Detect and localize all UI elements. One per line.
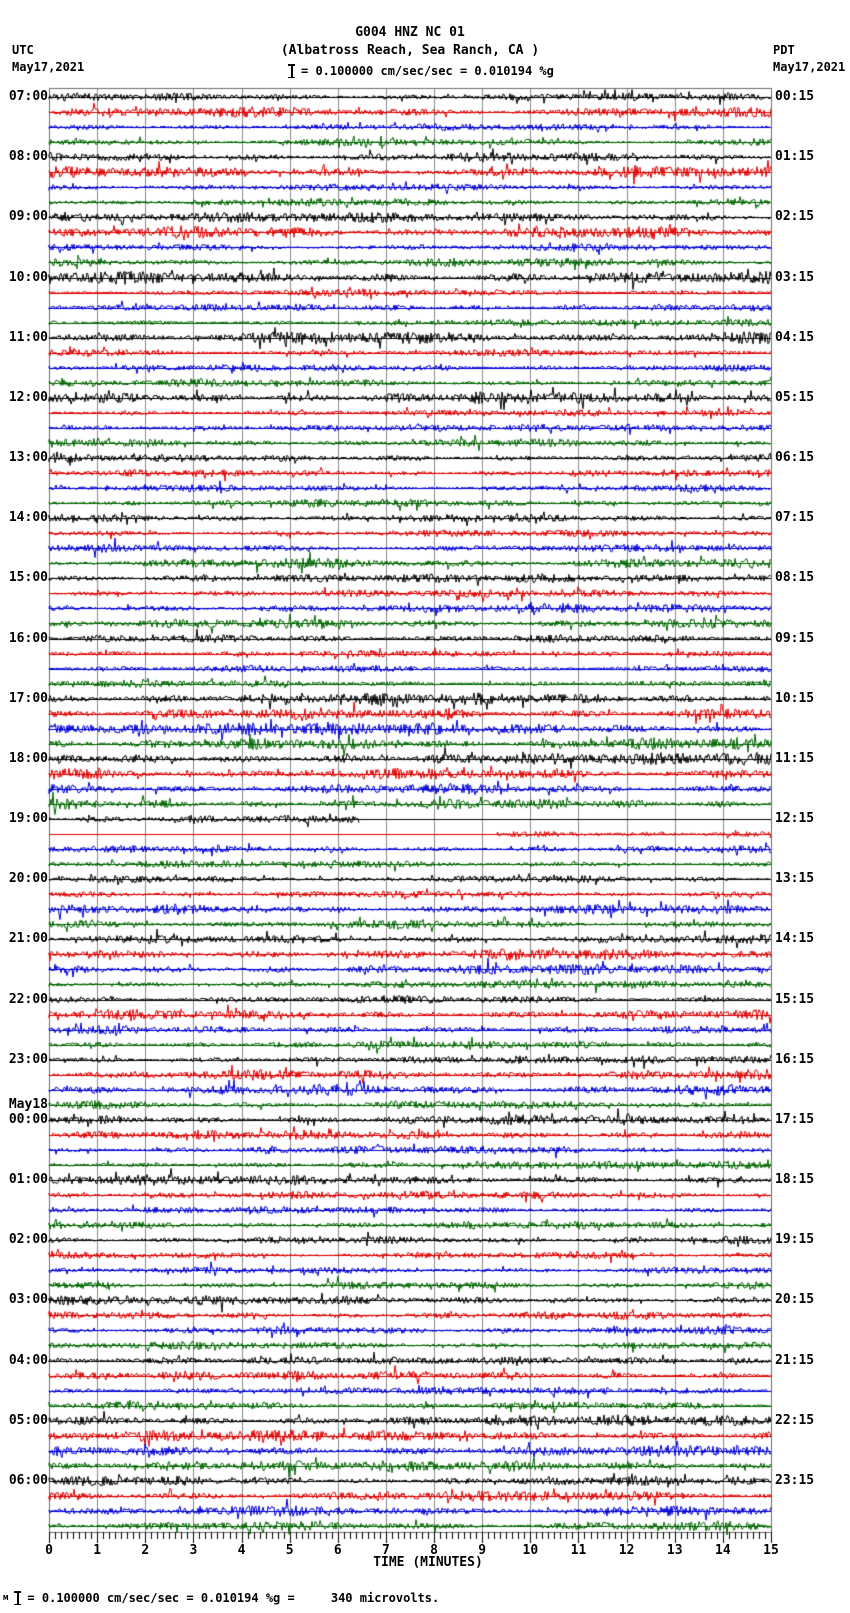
left-timezone-label: UTC [12, 43, 34, 57]
pdt-hour-label: 16:15 [775, 1051, 815, 1067]
utc-hour-label: 14:00 [8, 510, 48, 526]
utc-hour-label: 09:00 [8, 209, 48, 225]
pdt-hour-label: 08:15 [775, 570, 815, 586]
page-title: G004 HNZ NC 01 [355, 25, 465, 40]
utc-hour-label: 20:00 [8, 871, 48, 887]
x-tick-label: 3 [189, 1543, 198, 1558]
pdt-hour-label: 09:15 [775, 630, 815, 646]
utc-hour-label: 07:00 [8, 89, 48, 104]
utc-hour-label: 17:00 [8, 690, 48, 706]
utc-hour-label: 16:00 [8, 630, 48, 646]
pdt-hour-label: 22:15 [775, 1412, 815, 1428]
x-tick-label: 1 [93, 1543, 102, 1558]
pdt-hour-label: 11:15 [775, 750, 815, 766]
scale-bar-icon [288, 64, 295, 78]
pdt-hour-label: 01:15 [775, 149, 815, 165]
utc-hour-label: 03:00 [8, 1292, 48, 1308]
footer-prefix: м [3, 1593, 9, 1603]
footer-scale-bar-icon [14, 1591, 21, 1605]
utc-hour-label: 22:00 [8, 991, 48, 1007]
x-tick-label: 12 [618, 1543, 635, 1558]
utc-hour-label: 23:00 [8, 1051, 48, 1067]
pdt-hour-label: 06:15 [775, 450, 815, 465]
x-tick-label: 9 [478, 1543, 487, 1558]
utc-hour-label: 02:00 [8, 1232, 48, 1248]
utc-date-rollover-label: May18 [8, 1096, 48, 1112]
pdt-hour-label: 03:15 [775, 269, 815, 285]
utc-hour-label: 06:00 [8, 1472, 48, 1488]
x-tick-label: 6 [333, 1543, 342, 1558]
pdt-hour-label: 17:15 [775, 1111, 815, 1127]
scale-text: = 0.100000 cm/sec/sec = 0.010194 %g [301, 63, 554, 78]
utc-hour-label: 13:00 [8, 450, 48, 465]
utc-hour-label: 11:00 [8, 329, 48, 345]
pdt-hour-label: 19:15 [775, 1232, 815, 1248]
pdt-hour-label: 14:15 [775, 931, 815, 947]
x-tick-label: 14 [715, 1543, 731, 1558]
x-tick-label: 7 [382, 1543, 390, 1558]
utc-hour-label: 12:00 [8, 389, 48, 405]
utc-hour-label: 05:00 [8, 1412, 48, 1428]
left-date-label: May17,2021 [12, 60, 85, 74]
utc-hour-label: 08:00 [8, 149, 48, 165]
x-tick-label: 11 [570, 1543, 587, 1558]
x-tick-label: 2 [141, 1543, 150, 1558]
utc-hour-label: 10:00 [8, 269, 48, 285]
utc-hour-label: 18:00 [8, 750, 48, 766]
x-axis-title: TIME (MINUTES) [373, 1555, 483, 1570]
pdt-hour-label: 20:15 [775, 1292, 815, 1308]
pdt-hour-label: 23:15 [775, 1472, 815, 1488]
x-tick-label: 10 [522, 1543, 539, 1558]
amplitude-scale-note [288, 64, 554, 78]
pdt-hour-label: 15:15 [775, 991, 815, 1007]
x-tick-label: 13 [666, 1543, 683, 1558]
pdt-hour-label: 04:15 [775, 329, 815, 345]
pdt-hour-label: 00:15 [775, 89, 815, 104]
pdt-hour-label: 05:15 [775, 389, 815, 405]
utc-hour-label: 21:00 [8, 931, 48, 947]
utc-hour-label: 04:00 [8, 1352, 48, 1368]
utc-hour-label: 15:00 [8, 570, 48, 586]
x-tick-label: 15 [763, 1543, 779, 1558]
utc-hour-label: 00:00 [8, 1111, 48, 1127]
utc-hour-label: 19:00 [8, 811, 48, 827]
pdt-hour-label: 13:15 [775, 871, 815, 887]
pdt-hour-label: 12:15 [775, 811, 815, 827]
footer-scale-text: = 0.100000 cm/sec/sec = 0.010194 %g = 340 microvolts. [27, 1590, 440, 1605]
footer-scale-note [3, 1591, 439, 1605]
pdt-hour-label: 18:15 [775, 1172, 815, 1188]
right-date-label: May17,2021 [773, 60, 846, 74]
x-tick-label: 4 [237, 1543, 246, 1558]
pdt-hour-label: 07:15 [775, 510, 815, 526]
x-tick-label: 8 [430, 1543, 438, 1558]
utc-hour-label: 01:00 [8, 1172, 48, 1188]
station-location-subtitle: (Albatross Reach, Sea Ranch, CA ) [280, 43, 540, 58]
x-tick-label: 5 [285, 1543, 294, 1558]
pdt-hour-label: 10:15 [775, 690, 815, 706]
right-timezone-label: PDT [773, 43, 795, 57]
x-tick-label: 0 [45, 1543, 53, 1558]
pdt-hour-label: 21:15 [775, 1352, 815, 1368]
pdt-hour-label: 02:15 [775, 209, 815, 225]
